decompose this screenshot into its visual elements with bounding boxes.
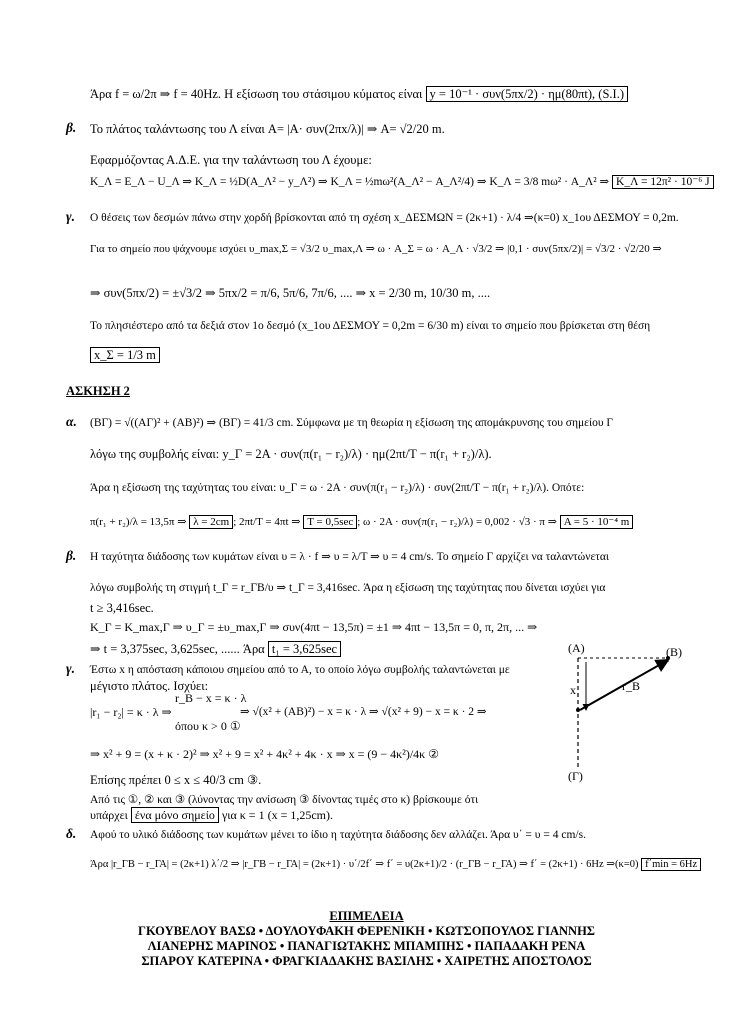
diagram-label-rb: r_B: [622, 679, 640, 693]
ex2-g-line3: |r₁ − r₂| = κ · λ ⇒: [90, 705, 172, 719]
diagram-label-x: x: [570, 683, 576, 697]
footer-title: ΕΠΙΜΕΛΕΙΑ: [329, 909, 404, 923]
geometry-diagram: [560, 640, 690, 785]
ex2-g-line5: Επίσης πρέπει 0 ≤ x ≤ 40/3 cm ③.: [90, 773, 262, 787]
ex2-d-line1: Αφού το υλικό διάδοσης των κυμάτων μένει το ίδιο η ταχύτητα διάδοσης δεν αλλάζει. Άρα υ΄ = υ = 4 cm/s.: [90, 829, 586, 841]
ex2-d-result-box: f΄min = 6Hz: [641, 858, 701, 871]
ex2-a-line3: Άρα η εξίσωση της ταχύτητας του είναι: υ_Γ = ω · 2A · συν(π(r₁ − r₂)/λ) · συν(2πt/T − π(r₁ + r₂)/λ). Οπότε:: [90, 482, 585, 494]
ex2-g-line7: [90, 807, 333, 823]
ex2-b-line4: K_Γ = K_max,Γ ⇒ υ_Γ = ±υ_max,Γ ⇒ συν(4πt − 13,5π) = ±1 ⇒ 4πt − 13,5π = 0, π, 2π, ... ⇒: [90, 620, 538, 634]
ex1-beta-label: β.: [66, 120, 77, 135]
ex2-b-line5: [90, 641, 341, 657]
diagram-label-a: (A): [568, 641, 585, 655]
ex2-a-line4-a: π(r₁ + r₂)/λ = 13,5π ⇒: [90, 516, 187, 528]
geometry-diagram-svg: [560, 640, 690, 785]
ex1-beta-line1-e: = √2/20 m.: [389, 122, 445, 136]
footer-line3: ΣΠΑΡΟΥ ΚΑΤΕΡΙΝΑ • ΦΡΑΓΚΙΑΔΑΚΗΣ ΒΑΣΙΛΗΣ • ΧΑΙΡΕΤΗΣ ΑΠΟΣΤΟΛΟΣ: [141, 954, 592, 968]
ex1-beta-result-box: K_Λ = 12π² · 10⁻⁶ J: [612, 175, 714, 189]
ex2-b-label: β.: [66, 548, 77, 563]
ex1-alpha-line: [90, 86, 628, 102]
ex2-a-line4: [90, 514, 633, 530]
ex2-b-result-box: t₁ = 3,625sec: [268, 641, 341, 657]
ex2-a-line4-b: ; 2πt/T = 4πt ⇒: [233, 516, 301, 528]
ex2-a-line1: (ΒΓ) = √((ΑΓ)² + (ΑΒ)²) ⇒ (ΒΓ) = 41/3 cm. Σύμφωνα με τη θεωρία η εξίσωση της απομάκρυνσης του σημείου Γ: [90, 417, 614, 429]
ex2-d-label: δ.: [66, 826, 77, 841]
ex1-gamma-line1: Ο θέσεις των δεσμών πάνω στην χορδή βρίσκονται από τη σχέση x_ΔΕΣΜΩΝ = (2κ+1) · λ/4 ⇒(κ=0) x_1ου ΔΕΣΜΟΥ = 0,2m.: [90, 212, 679, 224]
ex1-beta-line2: Εφαρμόζοντας Α.Δ.Ε. για την ταλάντωση του Λ έχουμε:: [90, 153, 372, 167]
ex1-gamma-result: [90, 347, 160, 363]
ex1-gamma-line3: ⇒ συν(5πx/2) = ±√3/2 ⇒ 5πx/2 = π/6, 5π/6, 7π/6, .... ⇒ x = 2/30 m, 10/30 m, ....: [90, 286, 491, 300]
ex1-beta-line3-text: K_Λ = E_Λ − U_Λ ⇒ K_Λ = ½D(A_Λ² − y_Λ²) ⇒ K_Λ = ½mω²(A_Λ² − A_Λ²/4) ⇒ K_Λ = 3/8 mω² · A_Λ² ⇒: [90, 176, 610, 188]
ex2-b-line1: Η ταχύτητα διάδοσης των κυμάτων είναι υ = λ · f ⇒ υ = λ/T ⇒ υ = 4 cm/s. Το σημείο Γ αρχίζει να ταλαντώνεται: [90, 551, 610, 563]
ex2-g-line3-top: r_B − x = κ · λ: [175, 691, 247, 705]
ex1-beta-line1: [90, 121, 445, 137]
ex2-a-lambda-box: λ = 2cm: [189, 515, 233, 529]
ex2-g-line1: Έστω x η απόσταση κάποιου σημείου από το Α, το οποίο λόγω συμβολής ταλαντώνεται με: [90, 664, 510, 676]
ex1-beta-line1-d: /λ)| ⇒ A: [347, 122, 390, 136]
ex2-g-result-box: ένα μόνο σημείο: [131, 807, 219, 823]
ex2-b-line3: t ≥ 3,416sec.: [90, 601, 154, 615]
footer-line1: ΓΚΟΥΒΕΛΟΥ ΒΑΣΩ • ΔΟΥΛΟΥΦΑΚΗ ΦΕΡΕΝΙΚΗ • ΚΩΤΣΟΠΟΥΛΟΣ ΓΙΑΝΝΗΣ: [138, 924, 595, 938]
ex1-alpha-text: Άρα f = ω/2π ⇒ f = 40Hz. Η εξίσωση του στάσιμου κύματος είναι: [90, 87, 423, 101]
ex1-beta-line1-b: = |A: [276, 122, 299, 136]
ex2-a-line2: λόγω της συμβολής είναι: y_Γ = 2A · συν(π(r₁ − r₂)/λ) · ημ(2πt/T − π(r₁ + r₂)/λ).: [90, 447, 492, 461]
ex2-d-line2-text: Άρα |r_ΓΒ − r_ΓΑ| = (2κ+1) λ΄/2 ⇒ |r_ΓΒ − r_ΓΑ| = (2κ+1) · υ΄/2f΄ ⇒ f΄ = υ(2κ+1)/2 · (r_ΓΒ − r_ΓΑ) ⇒ f΄ = (2κ+1) · 6Hz ⇒(κ=0): [90, 859, 639, 870]
ex2-a-amplitude-box: A = 5 · 10⁻⁴ m: [560, 515, 634, 529]
ex1-gamma-label: γ.: [66, 209, 75, 224]
ex2-d-line2: [90, 857, 701, 873]
ex2-g-label: γ.: [66, 661, 75, 676]
ex2-title: ΑΣΚΗΣΗ 2: [66, 384, 130, 398]
ex2-g-line7-a: υπάρχει: [90, 808, 128, 822]
ex2-a-period-box: T = 0,5sec: [303, 515, 357, 529]
ex2-a-line4-c: ; ω · 2A · συν(π(r₁ − r₂)/λ) = 0,002 · √3 · π ⇒: [357, 516, 557, 528]
ex1-beta-line1-c: · συν(2πx: [298, 122, 348, 136]
ex2-g-line7-b: για κ = 1 (x = 1,25cm).: [221, 808, 333, 822]
ex2-g-line4: ⇒ x² + 9 = (x + κ · 2)² ⇒ x² + 9 = x² + 4κ² + 4κ · x ⇒ x = (9 − 4κ²)/4κ ②: [90, 747, 439, 761]
ex2-g-line2: μέγιστο πλάτος. Ισχύει:: [90, 679, 209, 693]
diagram-label-g: (Γ): [568, 769, 583, 783]
ex2-g-line3-right: ⇒ √(x² + (AB)²) − x = κ · λ ⇒ √(x² + 9) − x = κ · 2 ⇒: [240, 706, 487, 718]
ex1-beta-line1-a: Το πλάτος ταλάντωσης του Λ είναι A: [90, 122, 277, 136]
ex2-a-label: α.: [66, 414, 77, 429]
ex1-gamma-line4: Το πλησιέστερο από τα δεξιά στον 1ο δεσμό (x_1ου ΔΕΣΜΟΥ = 0,2m = 6/30 m) είναι το σημείο που βρίσκεται στη θέση: [90, 320, 651, 332]
ex2-g-line3-bottom: όπου κ > 0 ①: [175, 719, 241, 733]
ex1-alpha-result-box: y = 10⁻¹ · συν(5πx/2) · ημ(80πt), (S.I.): [426, 86, 628, 102]
diagram-label-b: (B): [666, 645, 682, 659]
ex1-beta-line3: [90, 174, 714, 190]
footer-line2: ΛΙΑΝΕΡΗΣ ΜΑΡΙΝΟΣ • ΠΑΝΑΓΙΩΤΑΚΗΣ ΜΠΑΜΠΗΣ • ΠΑΠΑΔΑΚΗ ΡΕΝΑ: [147, 939, 586, 953]
ex2-b-line2: λόγω συμβολής τη στιγμή t_Γ = r_ΓΒ/υ ⇒ t_Γ = 3,416sec. Άρα η εξίσωση της ταχύτητας που δίνεται ισχύει για: [90, 582, 606, 594]
ex2-b-line5-text: ⇒ t = 3,375sec, 3,625sec, ...... Άρα: [90, 642, 265, 656]
point-on-ag: [576, 708, 580, 712]
ex2-g-line6: Από τις ①, ② και ③ (λύνοντας την ανίσωση ③ δίνοντας τιμές στο κ) βρίσκουμε ότι: [90, 794, 479, 806]
ex1-gamma-line2: Για το σημείο που ψάχνουμε ισχύει υ_max,Σ = √3/2 υ_max,Λ ⇒ ω · A_Σ = ω · A_Λ · √3/2 ⇒ |0,1 · συν(5πx/2)| = √3/2 · √2/20 ⇒: [90, 243, 662, 255]
ex1-gamma-result-box: x_Σ = 1/3 m: [90, 347, 160, 363]
